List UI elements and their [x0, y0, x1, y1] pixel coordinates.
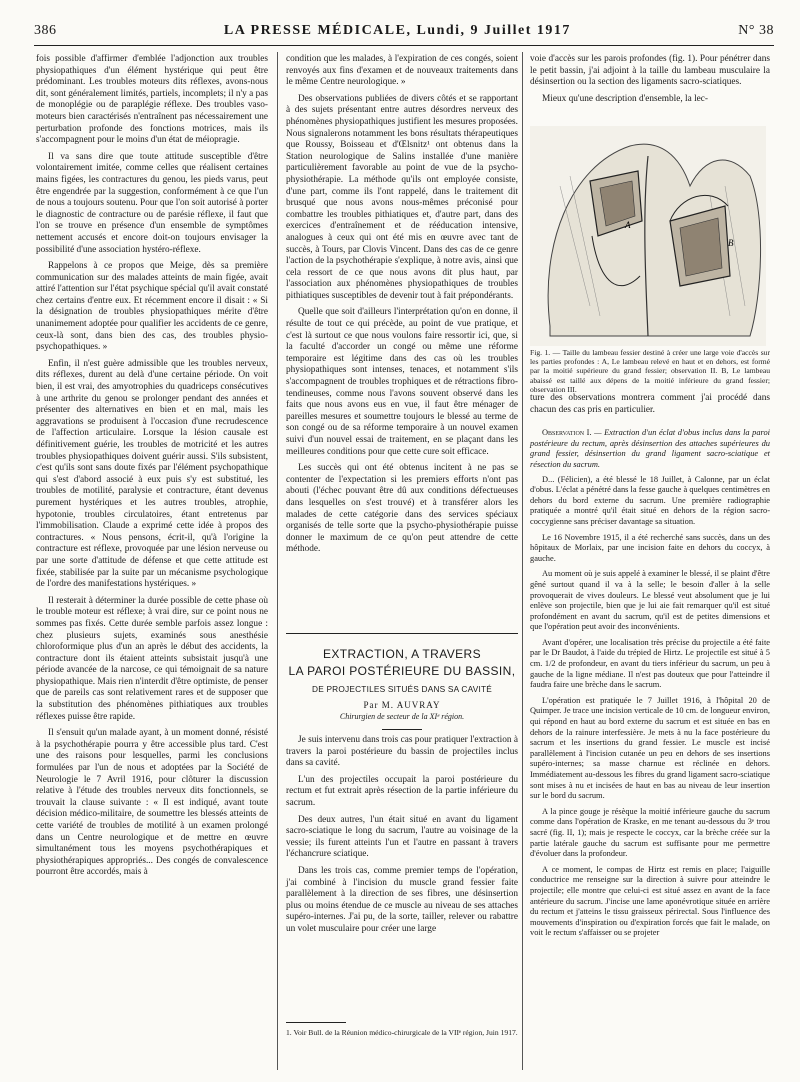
paragraph: Quelle que soit d'ailleurs l'interprétation qu'on en donne, il résulte de tout ce qui précède, au point de vue pratique, et c'est là surtout ce que nous voulons faire ressortir ici, que, si la faculté d'accorder un congé ou même une réforme temporaire est légitime dans des cas où les troubles physiopathiques sont intenses, tenaces, et notamment s'ils s'accompagnent de troubles trophiques et de rétractions fibro-tendineuses, comme nous l'avons souvent observé dans les faits que nous avons eus en vue, il faut être ménager de pareilles mesures et soumettre toujours le blessé au terme de son congé ou de sa réforme temporaire à un nouvel examen suivi d'un nouvel essai de traitement, en se plaçant dans les meilleures conditions pour que cette cure soit efficace. [286, 307, 518, 457]
column-2 [286, 54, 518, 561]
paragraph: condition que les malades, à l'expiration de ces congés, soient renvoyés aux fins d'examen et de nouveaux traitements dans le même Centre neurologique. » [286, 54, 518, 88]
figure-label-b: B [728, 238, 734, 248]
author-role: Chirurgien de secteur de la XIᵉ région. [339, 712, 465, 721]
paragraph: Des deux autres, l'un était situé en avant du ligament sacro-sciatique le long du sacrum, l'autre au voisinage de la vessie; ils furent atteints l'un et l'autre en passant à travers l'échancrure sciatique. [286, 814, 518, 860]
figure-label-a: A [625, 220, 631, 230]
paragraph: Dans les trois cas, comme premier temps de l'opération, j'ai combiné à l'incision du muscle grand fessier faite parallèlement à la direction de ses fibres, une désinsertion plus ou moins étendue de ce muscle au niveau de ses attaches supéro-internes. J'ai pu, de la sorte, tailler, relever ou rabattre un volet musculaire pour créer une large [286, 865, 518, 934]
paragraph: D... (Félicien), a été blessé le 18 Juillet, à Calonne, par un éclat d'obus. L'éclat a pénétré dans la fesse gauche à quelques centimètres en dehors du bord externe du sacrum. Une première radiographie pratiquée a montré qu'il était situé en dehors de la région sacro-coccygienne sans préciser davantage sa situation. [530, 474, 770, 526]
paragraph: Je suis intervenu dans trois cas pour pratiquer l'extraction à travers la paroi postérieure du bassin de projectiles inclus dans sa cavité. [286, 735, 518, 769]
header-rule [34, 45, 774, 46]
issue-number: N° 38 [738, 23, 774, 38]
paragraph: Il resterait à déterminer la durée possible de cette phase où le trouble moteur est réflexe; à vrai dire, sur ce point nous ne sommes pas fixés. Cette durée semble parfois assez longue : chez plusieurs sujets, examinés sous anesthésie chloroformique plus d'un an après le début des accidents, la contracture dont ils étaient atteints subsistait jusqu'à une période avancée de la narcose, ce qui témoignait de sa nature physiopathique. Mais rien n'interdit d'être optimiste, de penser que de pareils cas sont relativement rares et de supposer que la substitution des phénomènes pithiatiques aux troubles réflexes puisse être rapide. [36, 595, 268, 722]
paragraph: L'opération est pratiquée le 7 Juillet 1916, à l'hôpital 20 de Quimper. Je trace une incision verticale de 10 cm. de longueur environ, qui répond en haut au bord externe du sacrum et est située en bas en dehors de la rainure interfessière. Je mets à nu la face postérieure du sacrum et les insertions du grand fessier. Le muscle est incisé parallèlement à l'incision cutanée un peu en dehors de ses insertions supéro-internes; sa masse charnue est réclinée en dehors. Immédiatement au-dessous les fibres du grand ligament sacro-sciatique sont mises à nu et incisées de haut en bas au niveau de leur insertion sur le bord du sacrum. [530, 695, 770, 801]
footnote-text: 1. Voir Bull. de la Réunion médico-chirurgicale de la VIIᵉ région, Juin 1917. [286, 1028, 518, 1037]
article-author: Par M. AUVRAY [363, 700, 441, 710]
paragraph: ture des observations montrera comment j'ai procédé dans chacun des cas pris en particulier. [530, 393, 770, 415]
observation-title: — Extraction d'un éclat d'obus inclus dans la paroi postérieure du rectum, après désinsertion des attaches supérieures du grand fessier, désinsertion du grand ligament sacro-sciatique et résection du sacrum. [530, 428, 770, 469]
paragraph: Il va sans dire que toute attitude susceptible d'être volontairement imitée, comme celles que réalisent certaines mains figées, les contractures du genou, les pieds varus, peut être engendrée par la suggestion, conformément à ce que l'un de nous a toujours soutenu. Pour que l'on soit autorisé à porter le diagnostic de contracture ou de parésie réflexe, il faut que l'on se trouve en présence d'un ensemble de symptômes nettement accusés et encore doit-on toujours envisager la possibilité d'une association hystéro-réflexe. [36, 151, 268, 255]
article-title-line2: LA PAROI POSTÉRIEURE DU BASSIN, [288, 664, 516, 678]
paragraph: L'un des projectiles occupait la paroi postérieure du rectum et fut extrait après résection de la partie inférieure du sacrum. [286, 774, 518, 808]
paragraph: Les succès qui ont été obtenus incitent à ne pas se contenter de l'expectation si les premiers efforts n'ont pas abouti (l'échec pouvant être dû aux conditions défectueuses dans lesquelles on s'est trouvé) et à transférer alors les malades de cette catégorie dans des services spéciaux organisés de telle sorte que la psycho-physiothérapie puisse donner le maximum de ce qu'on peut attendre de cette méthode. [286, 463, 518, 555]
column-separator [522, 52, 523, 1070]
article-heading [286, 633, 518, 730]
column-2-article [286, 735, 518, 941]
article-subtitle: DE PROJECTILES SITUÉS DANS SA CAVITÉ [312, 684, 492, 694]
figure-illustration [530, 126, 766, 346]
article-title-line1: EXTRACTION, A TRAVERS [323, 647, 481, 661]
paragraph: Rappelons à ce propos que Meige, dès sa première communication sur des malades atteints de main figée, avait attiré l'attention sur l'état psychique spécial qu'il avait constaté chez certains d'entre eux. Et récemment encore il disait : « Si la désignation de troubles physiopathiques mérite d'être unanimement adoptée pour qualifier les accidents de ce genre, ceux-là sont, dans bien des cas, des troubles physio-psychopathiques. » [36, 261, 268, 353]
buttocks-illustration [530, 126, 766, 346]
paragraph: Enfin, il n'est guère admissible que les troubles nerveux, dits réflexes, durent au delà d'une certaine période. On voit bien, il est vrai, des amyotrophies du quadriceps consécutives à une arthrite du genou se prolonger pendant des années et présenter des alternatives en bien et en mal, mais les aggravations se produisent à l'occasion d'une recrudescence de l'affection articulaire. Lorsque la lésion causale est définitivement guérie, les troubles de motricité et les autres troubles physiopathiques doivent guérir aussi. S'ils subsistent, c'est qu'ils sont sans doute fixés par l'élément psychopathique qui s'est d'abord associé à eux puis s'y est substitué, les troubles de motilité, paralysie et contracture, étant devenus purement hystériques et les autres troubles, atrophie, hypotonie, troubles circulatoires, étant entretenus par l'immobilisation. Claude a exprimé cette idée à propos des contractures. « Nous pensons, écrit-il, qu'à l'origine la contracture est réflexe, provoquée par une lésion nerveuse ou par une sorte d'attitude de défense et que cette attitude est fixée, stabilisée par la suite par un mécanisme psychologique de l'ordre des manifestations hystériques. » [36, 358, 268, 590]
paragraph: A la pince gouge je résèque la moitié inférieure gauche du sacrum comme dans l'opération de Kraske, en me tenant au-dessous du 3ᵉ trou sacré (fig. II, 1); mais je respecte le coccyx, car la brèche créée sur la partie latérale gauche du sacrum est suffisante pour me permettre d'évoluer dans la profondeur. [530, 806, 770, 859]
column-3-continued [530, 393, 770, 944]
column-separator [277, 52, 278, 1070]
paragraph: fois possible d'affirmer d'emblée l'adjonction aux troubles physiopathiques d'un élément hystérique qui peut être prédominant. Les troubles moteurs dits réflexes, avons-nous dit, sont généralement limités, partiels, incomplets; il n'y a pas de monoplégie ou de paraplégie réflexe. Des troubles vaso-moteurs bien caractérisés n'entraînent pas nécessairement une perturbation profonde des fonctions motrices, mais ils s'accompagnent pour le moins d'un état de méiopragie. [36, 54, 268, 146]
paragraph: A ce moment, le compas de Hirtz est remis en place; l'aiguille conductrice me renseigne sur la direction à suivre pour atteindre le projectile; elle montre que celui-ci est situé assez en avant de la face antérieure du sacrum. J'incise une lame aponévrotique située en arrière du rectum et j'atteins le tissu graisseux périrectal. Sous l'influence des mouvements d'inspiration ou d'expiration forcés que fait le malade, on voit le rectum s'affaisser ou se projeter [530, 864, 770, 938]
paragraph: Avant d'opérer, une localisation très précise du projectile a été faite par le Dr Baudot, à l'aide du trépied de Hirtz. Le projectile est situé à 5 cm. 1/2 de profondeur, en avant du tiers inférieur du sacrum, un peu à gauche de la ligne médiane. Il n'est pas douteux que pour l'atteindre il faudra faire une brèche dans le sacrum. [530, 637, 770, 690]
journal-title: LA PRESSE MÉDICALE, Lundi, 9 Juillet 1917 [223, 23, 571, 38]
paragraph: Le 16 Novembre 1915, il a été recherché sans succès, dans un des hôpitaux de Morlaix, par une incision faite en dehors du coccyx, à gauche. [530, 532, 770, 563]
heading-rule [286, 633, 518, 634]
paragraph: Des observations publiées de divers côtés et se rapportant à des sujets présentant entre autres désordres nerveux des phénomènes physiopathiques justifient les mesures proposées. Nous signalerons notamment les bons résultats thérapeutiques que Roussy, Boisseau et d'Œlsnitz¹ ont obtenus dans la Station neurologique de Salins installée d'une manière particulièrement favorable au point de vue de la psycho-physiothérapie. La méthode qu'ils ont employée consiste, d'une part, comme ils l'ont rappelé, dans le traitement dit brusqué que nous avons nous-mêmes préconisé pour combattre les troubles pithiatiques et, d'autre part, dans des exercices d'entraînement et de rééducation intensive, analogues à ceux qui ont été mis en œuvre avec tant de succès, à Tours, par Clovis Vincent. Dans des cas de ce genre l'action de la psychothérapie s'explique, à notre avis, ainsi que cela ressort de ce que nous avons dit plus haut, par l'association aux phénomènes physiopathiques de troubles pithiatiques susceptibles de devenir tout à fait prépondérants. [286, 93, 518, 301]
paragraph: Il s'ensuit qu'un malade ayant, à un moment donné, résisté à la psychothérapie pourra y être accessible plus tard. C'est une des raisons pour lesquelles, parmi les conclusions formulées par l'un de nous et adoptées par la Société de Neurologie le 7 Avril 1916, pour clôturer la discussion relative à l'étude des troubles nerveux dits fonctionnels, se trouvait la clause suivante : « Il est indiqué, avant toute décision médico-militaire, de soumettre les blessés atteints de cette variété de troubles de motilité à un examen prolongé dans un Centre neurologique et de mettre en œuvre simultanément tous les moyens psychothérapiques et physiothérapiques appropriés... Des congés de convalescence pourront être accordés, mais à [36, 728, 268, 878]
paragraph: Au moment où je suis appelé à examiner le blessé, il se plaint d'être gêné surtout quand il va à la selle; le besoin d'aller à la selle provoquerait de vives douleurs. Le blessé veut absolument que je lui enlève son projectile, bien que je lui aie fait remarquer qu'il est situé profondément en avant du sacrum, qu'il est de petites dimensions et que l'opération peut avoir des inconvénients. [530, 569, 770, 632]
footnote-rule [286, 1022, 346, 1023]
paragraph: voie d'accès sur les parois profondes (fig. 1). Pour pénétrer dans le petit bassin, j'ai adjoint à la taille du lambeau musculaire la désinsertion ou la section des ligaments sacro-sciatiques. [530, 54, 770, 88]
footnote [286, 1022, 518, 1037]
paragraph: Mieux qu'une description d'ensemble, la lec- [542, 93, 708, 104]
heading-separator [382, 729, 422, 730]
column-3 [530, 54, 770, 110]
observation-heading: Observation I. [542, 428, 592, 438]
page-number: 386 [34, 23, 57, 38]
observation-block [530, 428, 770, 939]
column-1 [36, 54, 268, 884]
figure-caption: Fig. 1. — Taille du lambeau fessier destiné à créer une large voie d'accès sur les parties profondes : A, Le lambeau relevé en haut et en dehors, est formé par la moitié supérieure du grand fessier; observation II. B, Le lambeau abaissé est taillé aux dépens de la moitié inférieure du grand fessier; observation III. [530, 348, 770, 394]
running-header [34, 20, 774, 42]
